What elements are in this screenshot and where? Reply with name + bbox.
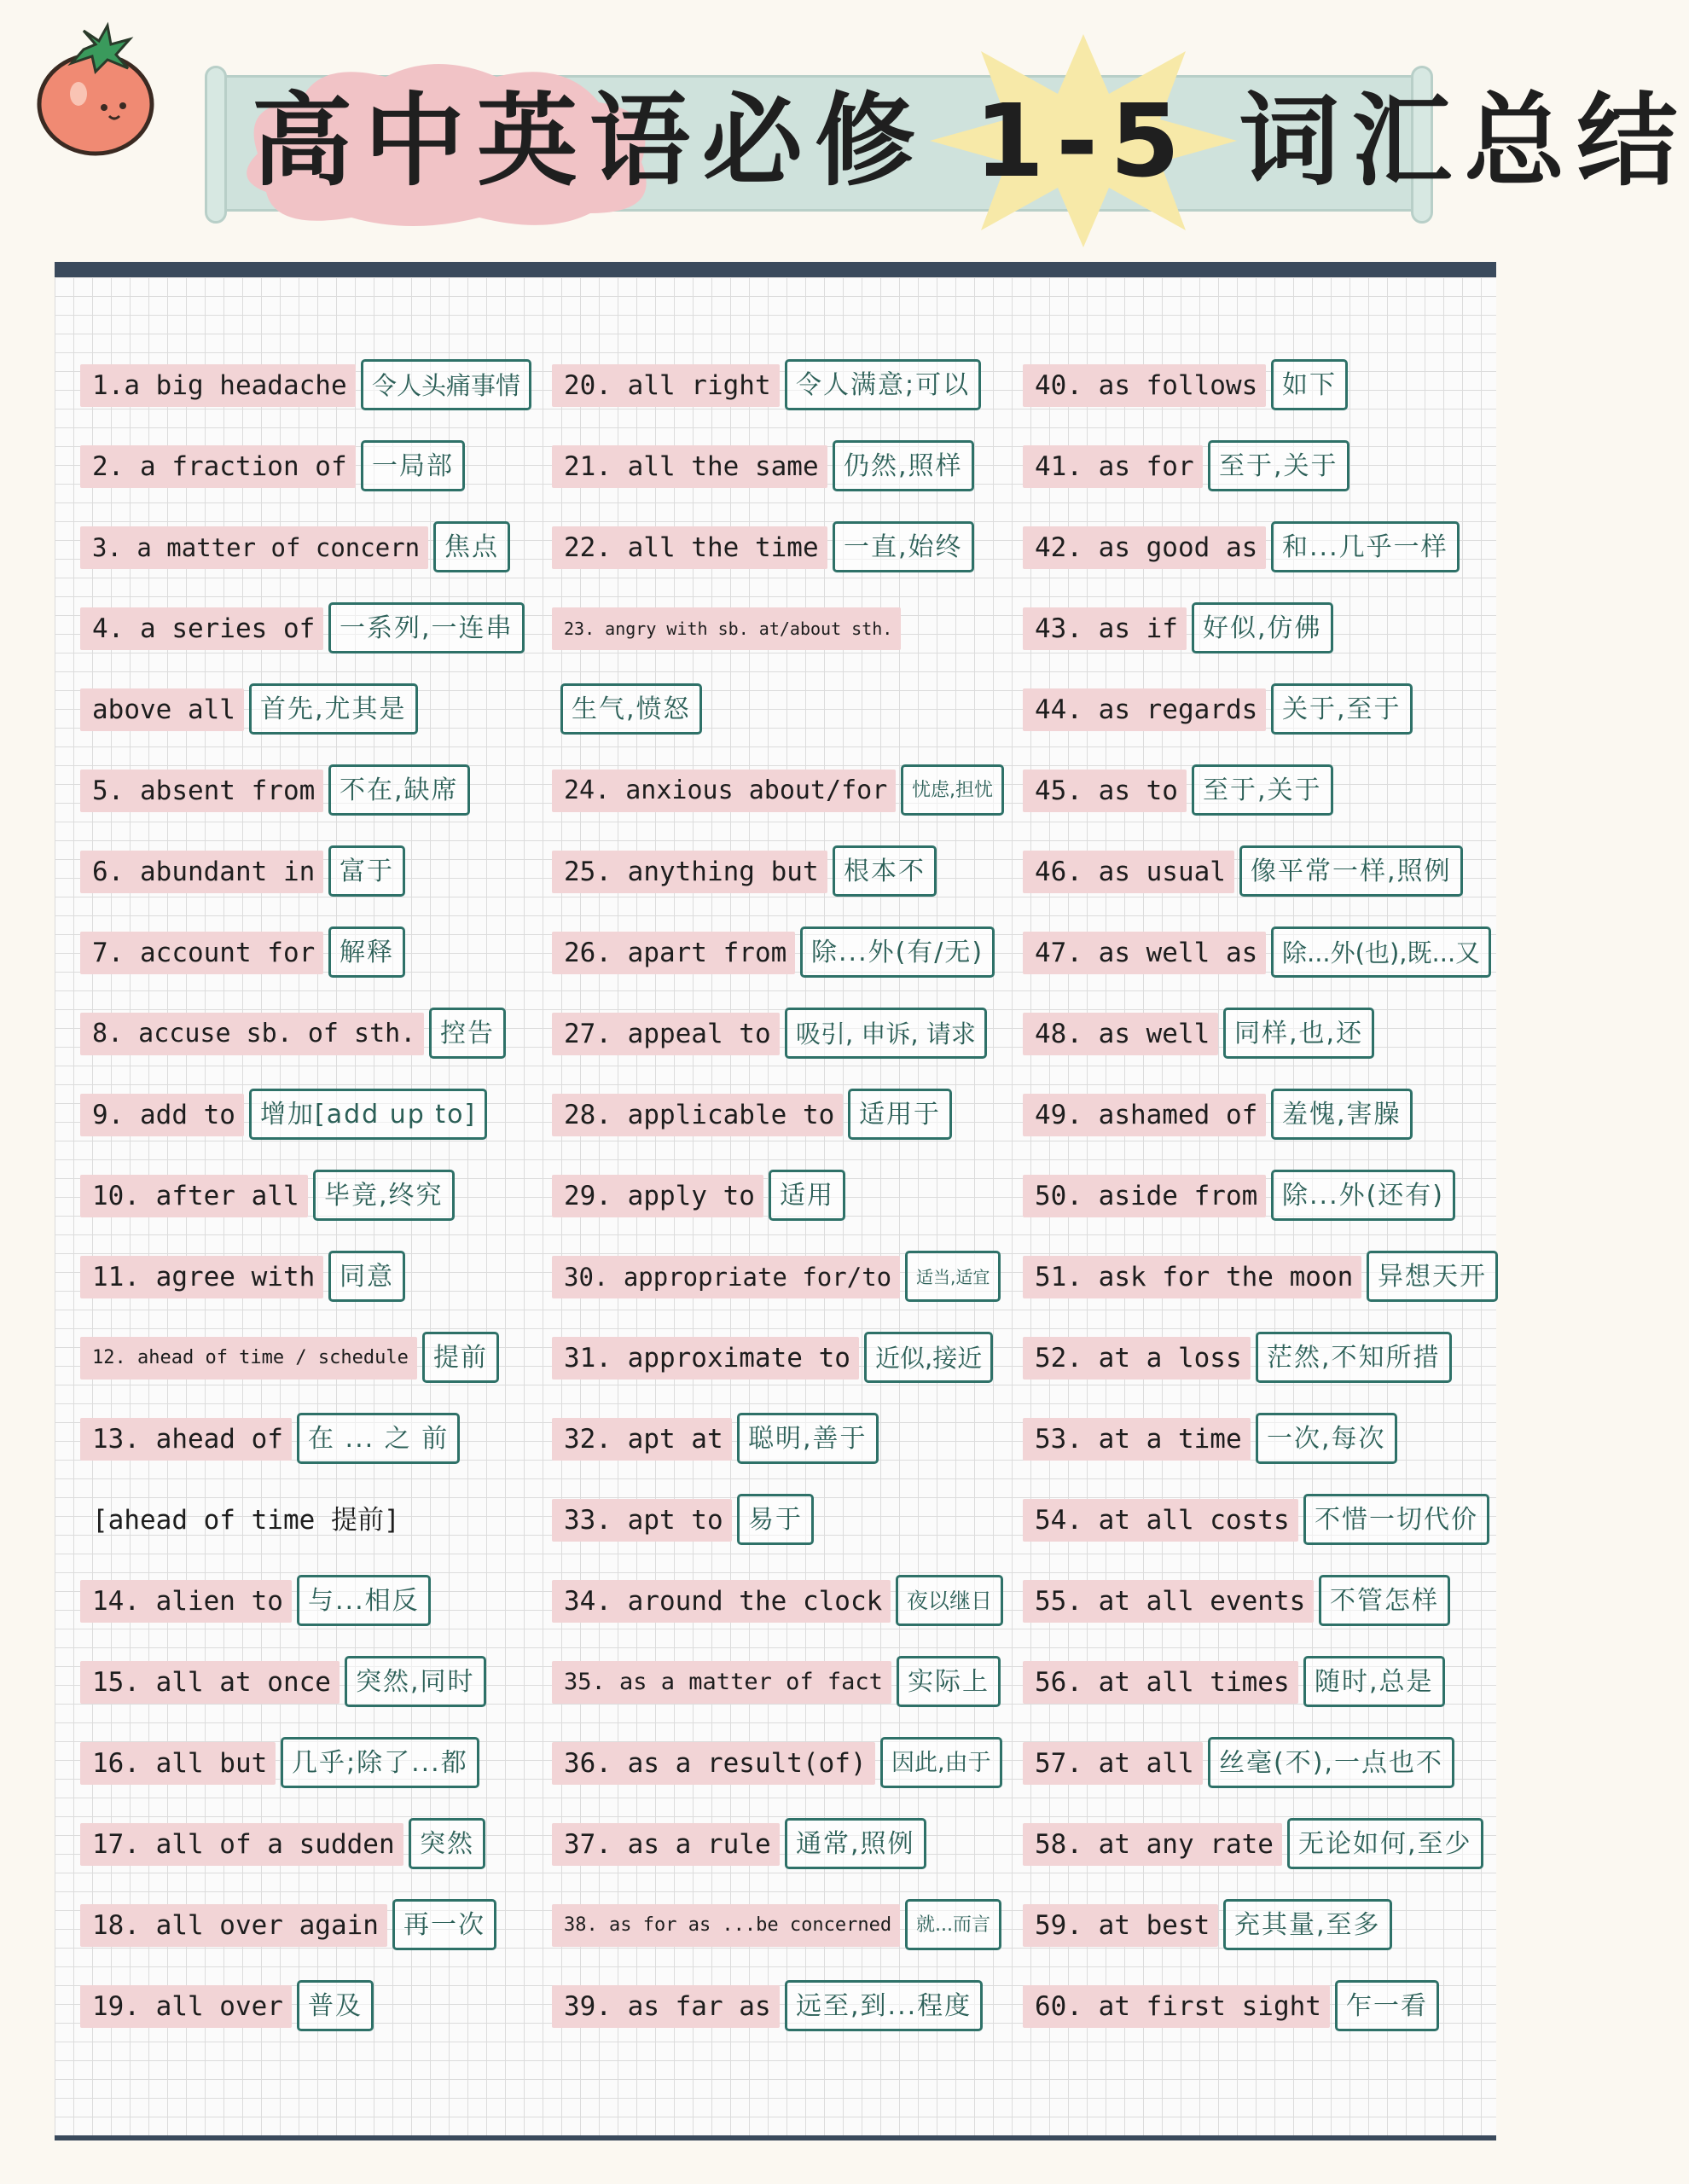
vocab-meaning-box: 异想天开 bbox=[1367, 1251, 1498, 1302]
vocab-entry bbox=[80, 683, 532, 735]
vocab-meaning-box: 突然 bbox=[409, 1818, 485, 1869]
vocab-phrase: 49. ashamed of bbox=[1023, 1094, 1266, 1136]
vocab-phrase: 51. ask for the moon bbox=[1023, 1256, 1361, 1298]
vocab-phrase: 14. alien to bbox=[80, 1580, 292, 1623]
vocab-meaning-box: 因此,由于 bbox=[880, 1737, 1002, 1788]
vocab-meaning-box: 近似,接近 bbox=[864, 1332, 993, 1383]
vocab-meaning-box: 茫然,不知所措 bbox=[1256, 1332, 1452, 1383]
vocab-meaning-box: 生气,愤怒 bbox=[560, 683, 702, 735]
tomato-icon bbox=[34, 19, 162, 155]
vocab-entry bbox=[552, 1899, 1004, 1950]
vocab-phrase: 25. anything but bbox=[552, 851, 827, 893]
vocab-phrase: 10. after all bbox=[80, 1175, 308, 1217]
vocab-meaning-box: 富于 bbox=[328, 845, 405, 897]
vocab-entry bbox=[80, 1494, 532, 1545]
vocab-entry bbox=[552, 1089, 1004, 1140]
vocab-entry bbox=[1023, 359, 1500, 410]
vocab-meaning-box: 普及 bbox=[297, 1980, 374, 2031]
vocab-phrase: 47. as well as bbox=[1023, 932, 1266, 974]
vocab-entry bbox=[1023, 683, 1500, 735]
vocab-meaning-box: 一次,每次 bbox=[1256, 1413, 1397, 1464]
vocab-meaning-box: 和...几乎一样 bbox=[1271, 521, 1460, 572]
vocab-meaning-box: 就...而言 bbox=[905, 1899, 1001, 1950]
vocab-entry bbox=[552, 1737, 1004, 1788]
vocab-phrase: 7. account for bbox=[80, 932, 323, 974]
vocab-entry bbox=[80, 1251, 532, 1302]
vocab-entry bbox=[552, 602, 1004, 653]
vocab-meaning-box: 一直,始终 bbox=[833, 521, 974, 572]
vocab-phrase: 54. at all costs bbox=[1023, 1499, 1298, 1542]
vocab-phrase: 26. apart from bbox=[552, 932, 795, 974]
vocab-entry bbox=[80, 845, 532, 897]
vocab-phrase: 36. as a result(of) bbox=[552, 1742, 875, 1785]
vocab-phrase: 46. as usual bbox=[1023, 851, 1234, 893]
vocab-phrase: 34. around the clock bbox=[552, 1580, 891, 1623]
vocab-entry bbox=[552, 440, 1004, 491]
vocab-entry bbox=[80, 1089, 532, 1140]
vocab-phrase: 5. absent from bbox=[80, 770, 323, 812]
vocab-meaning-box: 不惜一切代价 bbox=[1303, 1494, 1489, 1545]
vocab-entry bbox=[552, 926, 1004, 978]
vocab-meaning-box: 毕竟,终究 bbox=[313, 1170, 455, 1221]
vocab-entry bbox=[80, 1413, 532, 1464]
vocab-entry bbox=[552, 1413, 1004, 1464]
vocab-entry bbox=[80, 521, 532, 572]
vocab-meaning-box: 适用 bbox=[769, 1170, 845, 1221]
vocab-phrase: 39. as far as bbox=[552, 1985, 780, 2028]
vocab-meaning-box: 仍然,照样 bbox=[833, 440, 974, 491]
vocab-meaning-box: 除...外(还有) bbox=[1271, 1170, 1455, 1221]
vocab-meaning-box: 关于,至于 bbox=[1271, 683, 1413, 735]
vocab-entry bbox=[552, 1656, 1004, 1707]
vocab-phrase: 29. apply to bbox=[552, 1175, 763, 1217]
vocab-entry bbox=[552, 1008, 1004, 1059]
vocab-entry bbox=[80, 926, 532, 978]
vocab-phrase: 28. applicable to bbox=[552, 1094, 843, 1136]
vocab-meaning-box: 解释 bbox=[328, 926, 405, 978]
vocab-entry bbox=[552, 1251, 1004, 1302]
vocab-meaning-box: 忧虑,担忧 bbox=[901, 764, 1004, 816]
vocab-entry bbox=[80, 1656, 532, 1707]
vocab-entry bbox=[552, 1494, 1004, 1545]
vocab-phrase: 3. a matter of concern bbox=[80, 526, 428, 569]
vocab-entry bbox=[1023, 1656, 1500, 1707]
vocab-phrase: 35. as a matter of fact bbox=[552, 1661, 891, 1704]
vocab-meaning-box: 羞愧,害臊 bbox=[1271, 1089, 1413, 1140]
vocab-phrase: 59. at best bbox=[1023, 1904, 1218, 1947]
vocab-entry bbox=[552, 1575, 1004, 1626]
vocab-entry bbox=[1023, 926, 1500, 978]
vocab-meaning-box: 不在,缺席 bbox=[328, 764, 470, 816]
vocab-entry bbox=[552, 1332, 1004, 1383]
vocabulary-sheet bbox=[55, 262, 1496, 2140]
vocab-meaning-box: 不管怎样 bbox=[1319, 1575, 1450, 1626]
vocab-phrase: 8. accuse sb. of sth. bbox=[80, 1013, 424, 1055]
vocab-meaning-box: 远至,到...程度 bbox=[785, 1980, 983, 2031]
vocab-entry bbox=[80, 440, 532, 491]
vocab-phrase: 30. appropriate for/to bbox=[552, 1256, 900, 1298]
vocab-entry bbox=[1023, 1413, 1500, 1464]
vocab-phrase: 19. all over bbox=[80, 1985, 292, 2028]
vocab-phrase: 41. as for bbox=[1023, 445, 1203, 488]
vocab-meaning-box: 像平常一样,照例 bbox=[1239, 845, 1463, 897]
vocab-entry bbox=[1023, 764, 1500, 816]
vocab-meaning-box: 同意 bbox=[328, 1251, 405, 1302]
vocab-meaning-box: 吸引, 申诉, 请求 bbox=[785, 1008, 987, 1059]
vocab-phrase: 15. all at once bbox=[80, 1661, 340, 1704]
vocab-phrase: 44. as regards bbox=[1023, 688, 1266, 731]
vocab-meaning-box: 夜以继日 bbox=[896, 1575, 1003, 1626]
vocab-phrase: 45. as to bbox=[1023, 770, 1187, 812]
vocab-entry bbox=[1023, 1575, 1500, 1626]
vocab-meaning-box: 与...相反 bbox=[297, 1575, 431, 1626]
vocab-meaning-box: 适用于 bbox=[848, 1089, 952, 1140]
vocab-meaning-box: 丝毫(不),一点也不 bbox=[1208, 1737, 1454, 1788]
vocab-phrase: 60. at first sight bbox=[1023, 1985, 1330, 2028]
vocab-entry bbox=[1023, 1251, 1500, 1302]
vocab-phrase: 53. at a time bbox=[1023, 1418, 1251, 1461]
vocab-meaning-box: 乍一看 bbox=[1335, 1980, 1439, 2031]
vocab-phrase: 38. as for as ...be concerned bbox=[552, 1904, 900, 1947]
vocab-meaning-box: 随时,总是 bbox=[1303, 1656, 1445, 1707]
vocab-phrase: 12. ahead of time / schedule bbox=[80, 1337, 417, 1380]
vocab-meaning-box: 实际上 bbox=[897, 1656, 1001, 1707]
vocab-phrase: 58. at any rate bbox=[1023, 1823, 1282, 1866]
vocab-meaning-box: 通常,照例 bbox=[785, 1818, 926, 1869]
vocab-phrase: 57. at all bbox=[1023, 1742, 1203, 1785]
vocab-entry bbox=[80, 764, 532, 816]
vocab-meaning-box: 好似,仿佛 bbox=[1192, 602, 1333, 653]
vocab-entry bbox=[1023, 1332, 1500, 1383]
vocab-entry bbox=[1023, 1980, 1500, 2031]
vocab-phrase: 55. at all events bbox=[1023, 1580, 1314, 1623]
vocab-phrase: 56. at all times bbox=[1023, 1661, 1298, 1704]
vocab-meaning-box: 一系列,一连串 bbox=[328, 602, 525, 653]
vocab-entry bbox=[1023, 1170, 1500, 1221]
vocab-meaning-box: 增加[add up to] bbox=[249, 1089, 487, 1140]
vocab-entry bbox=[80, 1170, 532, 1221]
vocab-meaning-box: 提前 bbox=[422, 1332, 499, 1383]
vocab-entry bbox=[80, 359, 532, 410]
vocab-meaning-box: 适当,适宜 bbox=[905, 1251, 1001, 1302]
vocab-phrase: 42. as good as bbox=[1023, 526, 1266, 569]
vocab-meaning-box: 除...外(也),既...又 bbox=[1271, 926, 1491, 978]
vocab-entry bbox=[1023, 1899, 1500, 1950]
vocab-entry bbox=[1023, 1818, 1500, 1869]
vocab-entry bbox=[552, 1170, 1004, 1221]
vocab-meaning-box: 一局部 bbox=[361, 440, 465, 491]
vocab-meaning-box: 易于 bbox=[737, 1494, 814, 1545]
vocab-meaning-box: 令人头痛事情 bbox=[361, 359, 531, 410]
vocab-entry bbox=[80, 1008, 532, 1059]
vocab-entry bbox=[552, 359, 1004, 410]
vocab-entry bbox=[1023, 602, 1500, 653]
vocab-entry bbox=[80, 1818, 532, 1869]
vocab-meaning-box: 至于,关于 bbox=[1192, 764, 1333, 816]
vocab-entry bbox=[552, 845, 1004, 897]
vocab-phrase: 50. aside from bbox=[1023, 1175, 1266, 1217]
vocab-phrase: 22. all the time bbox=[552, 526, 827, 569]
vocab-meaning-box: 无论如何,至少 bbox=[1287, 1818, 1483, 1869]
vocab-phrase: 52. at a loss bbox=[1023, 1337, 1251, 1380]
vocab-phrase: 20. all right bbox=[552, 364, 780, 407]
vocab-phrase: above all bbox=[80, 688, 244, 731]
vocab-meaning-box: 几乎;除了...都 bbox=[281, 1737, 479, 1788]
vocab-entry bbox=[552, 683, 1004, 735]
vocab-entry bbox=[1023, 1494, 1500, 1545]
vocab-phrase: 4. a series of bbox=[80, 607, 323, 650]
vocab-entry bbox=[80, 1332, 532, 1383]
vocab-entry bbox=[552, 764, 1004, 816]
vocab-phrase: 21. all the same bbox=[552, 445, 827, 488]
vocab-phrase: [ahead of time 提前] bbox=[92, 1505, 400, 1536]
vocab-meaning-box: 突然,同时 bbox=[345, 1656, 486, 1707]
vocab-meaning-box: 首先,尤其是 bbox=[249, 683, 418, 735]
vocab-entry bbox=[80, 1899, 532, 1950]
vocab-phrase: 13. ahead of bbox=[80, 1418, 292, 1461]
vocab-entry bbox=[552, 521, 1004, 572]
vocab-entry bbox=[80, 602, 532, 653]
vocab-phrase: 17. all of a sudden bbox=[80, 1823, 403, 1866]
vocab-entry bbox=[80, 1575, 532, 1626]
vocab-phrase: 33. apt to bbox=[552, 1499, 732, 1542]
vocab-phrase: 18. all over again bbox=[80, 1904, 387, 1947]
vocab-phrase: 6. abundant in bbox=[80, 851, 323, 893]
vocab-phrase: 48. as well bbox=[1023, 1013, 1218, 1055]
vocab-phrase: 37. as a rule bbox=[552, 1823, 780, 1866]
vocab-entry bbox=[1023, 1737, 1500, 1788]
vocab-entry bbox=[552, 1980, 1004, 2031]
vocab-entry bbox=[1023, 521, 1500, 572]
vocab-meaning-box: 聪明,善于 bbox=[737, 1413, 879, 1464]
vocab-entry bbox=[1023, 440, 1500, 491]
vocab-phrase: 31. approximate to bbox=[552, 1337, 859, 1380]
vocab-phrase: 23. angry with sb. at/about sth. bbox=[552, 607, 901, 650]
vocab-phrase: 32. apt at bbox=[552, 1418, 732, 1461]
vocab-meaning-box: 再一次 bbox=[392, 1899, 496, 1950]
vocab-meaning-box: 控告 bbox=[429, 1008, 506, 1059]
vocab-phrase: 40. as follows bbox=[1023, 364, 1266, 407]
vocab-meaning-box: 充其量,至多 bbox=[1223, 1899, 1392, 1950]
vocab-phrase: 27. appeal to bbox=[552, 1013, 780, 1055]
vocab-phrase: 9. add to bbox=[80, 1094, 244, 1136]
vocab-entry bbox=[1023, 1008, 1500, 1059]
vocab-phrase: 1.a big headache bbox=[80, 364, 356, 407]
vocab-entry bbox=[552, 1818, 1004, 1869]
vocab-meaning-box: 根本不 bbox=[833, 845, 937, 897]
page-title: 高中英语必修 1-5 词汇总结 bbox=[252, 82, 1689, 200]
vocab-entry bbox=[80, 1737, 532, 1788]
vocab-meaning-box: 如下 bbox=[1271, 359, 1348, 410]
vocab-phrase: 11. agree with bbox=[80, 1256, 323, 1298]
vocab-meaning-box: 焦点 bbox=[433, 521, 510, 572]
vocab-phrase: 24. anxious about/for bbox=[552, 770, 896, 812]
vocab-meaning-box: 除...外(有/无) bbox=[800, 926, 995, 978]
vocab-phrase: 43. as if bbox=[1023, 607, 1187, 650]
vocab-meaning-box: 同样,也,还 bbox=[1223, 1008, 1374, 1059]
vocab-entry bbox=[1023, 845, 1500, 897]
vocab-phrase: 2. a fraction of bbox=[80, 445, 356, 488]
vocab-meaning-box: 在 ... 之 前 bbox=[297, 1413, 460, 1464]
vocab-entry bbox=[1023, 1089, 1500, 1140]
vocab-meaning-box: 至于,关于 bbox=[1208, 440, 1349, 491]
vocab-entry bbox=[80, 1980, 532, 2031]
vocab-phrase: 16. all but bbox=[80, 1742, 276, 1785]
vocab-meaning-box: 令人满意;可以 bbox=[785, 359, 981, 410]
